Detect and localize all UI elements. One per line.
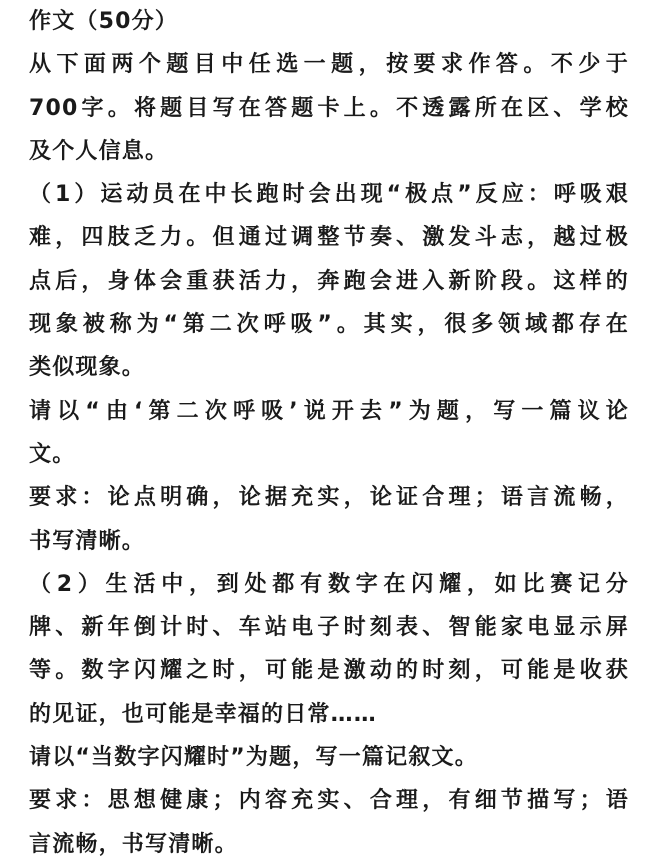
prompt-1-line: （1）运动员在中长跑时会出现“极点”反应：呼吸艰	[29, 182, 629, 208]
prompt-2-line: 的见证，也可能是幸福的日常……	[29, 701, 378, 727]
prompt-1-line: 类似现象。	[29, 355, 146, 381]
prompt-1-requirements-line: 书写清晰。	[29, 528, 146, 554]
section-title: 作文（50分）	[29, 9, 179, 34]
instruction-line: 及个人信息。	[29, 138, 169, 164]
prompt-2-line: （2）生活中，到处都有数字在闪耀，如比赛记分	[29, 571, 629, 597]
prompt-2-requirements-line: 要求：思想健康；内容充实、合理，有细节描写；语	[29, 788, 629, 814]
prompt-1-task-line: 请以“由‘第二次呼吸’说开去”为题，写一篇议论	[29, 398, 629, 424]
prompt-2-line: 等。数字闪耀之时，可能是激动的时刻，可能是收获	[29, 658, 629, 684]
prompt-1-line: 点后，身体会重获活力，奔跑会进入新阶段。这样的	[29, 268, 629, 294]
prompt-1-line: 现象被称为“第二次呼吸”。其实，很多领域都存在	[29, 312, 629, 338]
instruction-line: 700字。将题目写在答题卡上。不透露所在区、学校	[29, 95, 629, 121]
essay-prompt-document	[29, 0, 629, 866]
prompt-2-line: 牌、新年倒计时、车站电子时刻表、智能家电显示屏	[29, 615, 629, 641]
prompt-2-requirements-line: 言流畅，书写清晰。	[29, 831, 238, 857]
instruction-line: 从下面两个题目中任选一题，按要求作答。不少于	[29, 52, 629, 78]
prompt-1-requirements-line: 要求：论点明确，论据充实，论证合理；语言流畅，	[29, 485, 629, 511]
prompt-1-line: 难，四肢乏力。但通过调整节奏、激发斗志，越过极	[29, 225, 629, 251]
prompt-2-task-line: 请以“当数字闪耀时”为题，写一篇记叙文。	[29, 745, 478, 771]
prompt-1-task-line: 文。	[29, 441, 76, 467]
